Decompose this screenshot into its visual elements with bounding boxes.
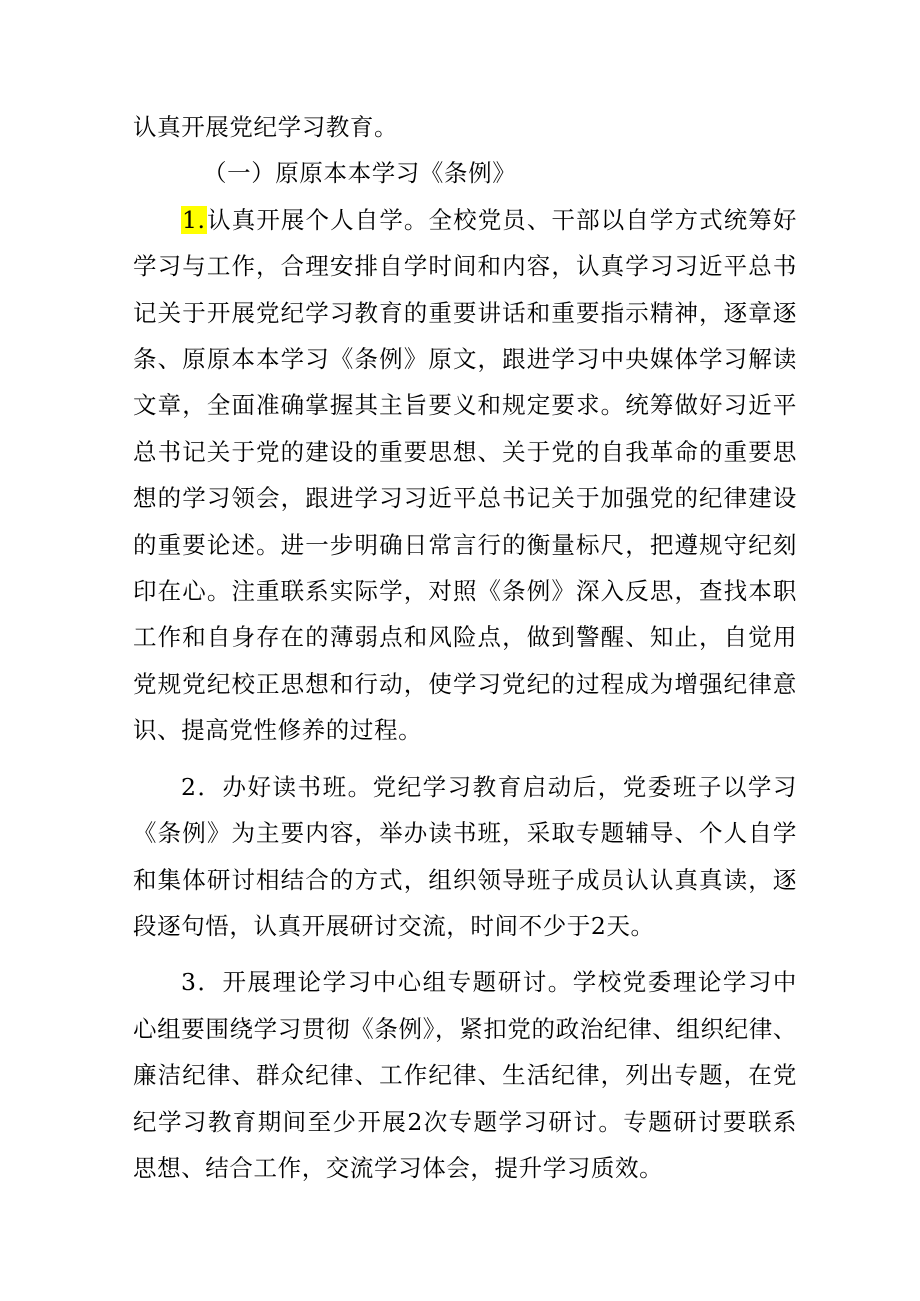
item-1-text: 认真开展个人自学。全校党员、干部以自学方式统筹好学习与工作，合理安排自学时间和内容，认真学习习近平总书记关于开展党纪学习教育的重要讲话和重要指示精神，逐章逐条、原原本本学习《条例》原文，跟进学习中央媒体学习解读文章，全面准确掌握其主旨要义和规定要求。统筹做好习近平总书记关于党的建设的重要思想、关于党的自我革命的重要思想的学习领会，跟进学习习近平总书记关于加强党的纪律建设的重要论述。进一步明确日常言行的衡量标尺，把遵规守纪刻印在心。注重联系实际学，对照《条例》深入反思，查找本职工作和自身存在的薄弱点和风险点，做到警醒、知止，自觉用党规党纪校正思想和行动，使学习党纪的过程成为增强纪律意识、提高党性修养的过程。 — [133, 205, 797, 745]
intro-line: 认真开展党纪学习教育。 — [133, 113, 399, 141]
paragraph-gap — [133, 949, 797, 959]
item-2-text: 办好读书班。党纪学习教育启动后，党委班子以学习《条例》为主要内容，举办读书班，采取专题辅导、个人自学和集体研讨相结合的方式，组织领导班子成员认认真真读，逐段逐句悟，认真开展研讨交流，时间不少于2天。 — [133, 772, 797, 940]
paragraph-item-1 — [133, 197, 797, 754]
section-heading: （一）原原本本学习《条例》 — [203, 159, 517, 188]
paragraph-item-3 — [133, 959, 797, 1191]
paragraph-item-2 — [133, 764, 797, 950]
item-3-number: 3． — [181, 968, 223, 997]
item-3-text: 开展理论学习中心组专题研讨。学校党委理论学习中心组要围绕学习贯彻《条例》，紧扣党的政治纪律、组织纪律、廉洁纪律、群众纪律、工作纪律、生活纪律，列出专题，在党纪学习教育期间至少开展2次专题学习研讨。专题研讨要联系思想、结合工作，交流学习体会，提升学习质效。 — [133, 968, 797, 1182]
document-body — [133, 104, 797, 1191]
paragraph-gap — [133, 754, 797, 764]
item-1-number-highlighted: 1. — [182, 205, 206, 234]
item-2-number: 2． — [181, 772, 223, 801]
